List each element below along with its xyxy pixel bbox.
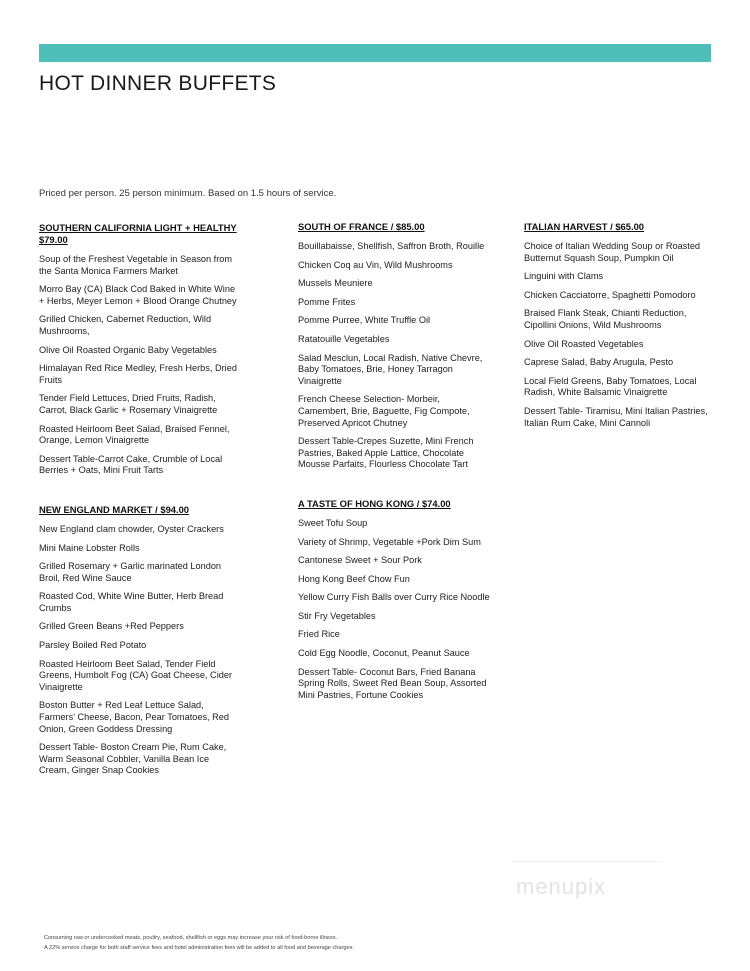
menu-item: Caprese Salad, Baby Arugula, Pesto	[524, 357, 674, 368]
menu-item: Parsley Boiled Red Potato	[39, 640, 147, 651]
section-southern-california	[39, 222, 237, 477]
menu-item: Salad Mesclun, Local Radish, Native Chevre, Baby Tomatoes, Brie, Honey Tarragon Vinaigrette	[298, 352, 483, 386]
menu-item: Sweet Tofu Soup	[298, 517, 368, 528]
menu-item: Stir Fry Vegetables	[298, 610, 376, 621]
menu-column-middle	[298, 221, 490, 728]
menu-item: Morro Bay (CA) Black Cod Baked in White Wine + Herbs, Meyer Lemon + Blood Orange Chutney	[39, 284, 237, 306]
menu-item: Chicken Cacciatorre, Spaghetti Pomodoro	[524, 289, 696, 300]
menu-item: Fried Rice	[298, 629, 340, 640]
section-new-england	[39, 504, 237, 777]
section-hong-kong	[298, 498, 490, 702]
menu-item: Chicken Coq au Vin, Wild Mushrooms	[298, 259, 453, 270]
footer-line-food-safety: Consuming raw or undercooked meats, poultry, seafood, shellfish or eggs may increase your risk of food-borne illness.	[44, 935, 338, 941]
section-south-of-france	[298, 221, 490, 471]
menu-item: Himalayan Red Rice Medley, Fresh Herbs, Dried Fruits	[39, 363, 237, 385]
footer-line-service-charge: A 22% service charge for both staff service fees and hotel administration fees will be added to all food and beverage charges.	[44, 945, 354, 951]
menu-item: Cantonese Sweet + Sour Pork	[298, 555, 422, 566]
menu-column-left	[39, 222, 237, 804]
menu-item: Dessert Table-Carrot Cake, Crumble of Local Berries + Oats, Mini Fruit Tarts	[39, 453, 223, 476]
menu-item: Local Field Greens, Baby Tomatoes, Local Radish, White Balsamic Vinaigrette	[524, 375, 697, 398]
section-heading: A TASTE OF HONG KONG / $74.00	[298, 497, 451, 509]
menu-item: Dessert Table-Crepes Suzette, Mini French Pastries, Baked Apple Lattice, Chocolate Mousse Parfaits, Flourless Chocolate Tart	[298, 436, 474, 470]
menu-item: Olive Oil Roasted Vegetables	[524, 338, 644, 349]
menu-item: Grilled Rosemary + Garlic marinated London Broil, Red Wine Sauce	[39, 561, 222, 583]
section-heading: ITALIAN HARVEST / $65.00	[524, 221, 644, 232]
menu-item: Grilled Chicken, Cabernet Reduction, Wild Mushrooms,	[39, 314, 212, 336]
menu-item: Hong Kong Beef Chow Fun	[298, 573, 410, 584]
watermark-rule	[512, 861, 662, 862]
menu-item: Boston Butter + Red Leaf Lettuce Salad, Farmers' Cheese, Bacon, Pear Tomatoes, Red Onion, Green Goddess Dressing	[39, 700, 230, 734]
header-accent-bar	[39, 44, 711, 62]
section-heading: SOUTHERN CALIFORNIA LIGHT + HEALTHY $79.00	[39, 222, 237, 245]
menu-item: Pomme Purree, White Truffle Oil	[298, 315, 431, 326]
menu-item: Roasted Cod, White Wine Butter, Herb Bread Crumbs	[39, 591, 224, 613]
footer-disclaimer	[44, 933, 354, 953]
menu-item: Yellow Curry Fish Balls over Curry Rice Noodle	[298, 592, 490, 603]
menu-item: Dessert Table- Tiramisu, Mini Italian Pastries, Italian Rum Cake, Mini Cannoli	[524, 405, 708, 428]
menu-item: Cold Egg Noodle, Coconut, Peanut Sauce	[298, 648, 470, 659]
menu-item: Roasted Heirloom Beet Salad, Tender Field Greens, Humbolt Fog (CA) Goat Cheese, Cider Vinaigrette	[39, 658, 233, 692]
menu-item: Bouillabaisse, Shellfish, Saffron Broth, Rouille	[298, 241, 485, 251]
section-italian-harvest	[524, 221, 719, 429]
menu-item: Dessert Table- Boston Cream Pie, Rum Cake, Warm Seasonal Cobbler, Vanilla Bean Ice Cream, Ginger Snap Cookies	[39, 742, 227, 776]
menu-item: French Cheese Selection- Morbeir, Camembert, Brie, Baguette, Fig Compote, Preserved Apricot Chutney	[298, 394, 470, 428]
watermark-logo: menupix	[516, 874, 607, 899]
menu-item: Choice of Italian Wedding Soup or Roasted Butternut Squash Soup, Pumpkin Oil	[524, 241, 701, 263]
section-heading: SOUTH OF FRANCE / $85.00	[298, 221, 425, 232]
menu-item: Soup of the Freshest Vegetable in Season from the Santa Monica Farmers Market	[39, 254, 233, 276]
menu-item: Linguini with Clams	[524, 271, 604, 282]
menu-item: Braised Flank Steak, Chianti Reduction, Cipollini Onions, Wild Mushrooms	[524, 308, 687, 330]
menu-item: Tender Field Lettuces, Dried Fruits, Radish, Carrot, Black Garlic + Rosemary Vinaigrette	[39, 393, 218, 415]
menu-item: New England clam chowder, Oyster Crackers	[39, 523, 224, 534]
pricing-intro: Priced per person. 25 person minimum. Based on 1.5 hours of service.	[39, 188, 337, 199]
menu-item: Mussels Meuniere	[298, 278, 373, 289]
page-title: HOT DINNER BUFFETS	[39, 72, 277, 95]
menu-item: Ratatouille Vegetables	[298, 333, 390, 344]
menu-item: Olive Oil Roasted Organic Baby Vegetables	[39, 344, 217, 355]
menu-item: Mini Maine Lobster Rolls	[39, 542, 140, 553]
menu-item: Dessert Table- Coconut Bars, Fried Banana Spring Rolls, Sweet Red Bean Soup, Assorted Mini Pastries, Fortune Cookies	[298, 666, 487, 700]
menu-item: Variety of Shrimp, Vegetable +Pork Dim Sum	[298, 536, 481, 547]
section-heading: NEW ENGLAND MARKET / $94.00	[39, 503, 190, 515]
menu-item: Grilled Green Beans +Red Peppers	[39, 621, 184, 632]
menu-item: Pomme Frites	[298, 296, 356, 307]
menu-column-right	[524, 221, 719, 456]
menu-item: Roasted Heirloom Beet Salad, Braised Fennel, Orange, Lemon Vinaigrette	[39, 423, 230, 446]
